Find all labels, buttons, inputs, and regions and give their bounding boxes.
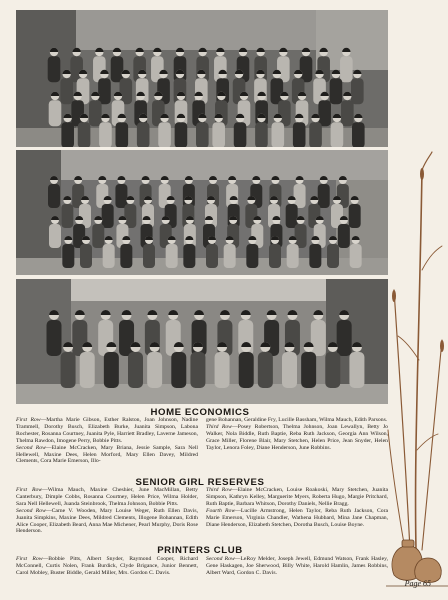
home-economics-caption [16, 417, 388, 465]
row-names: —LeRoy Melder, Joseph Jewell, Edmund Watson, Frank Hasley, Gene Haskagen, Joe Sherwood, Billy White, Harold Hamlin, James Robbins, Albert Ward, Gordon C. Davis. [206, 556, 388, 576]
row-names: —Bobbie Pitts, Albert Snyder, Raymond Cooper, Richard McConnell, Curtis Nolen, Frank Burdick, Clyde Brigance, Junior Bennett, Carol Mobley, Buster Biddle, Gerald Miller, Mrs. Gordon C. Davis. [16, 556, 198, 576]
row-label: Second Row [16, 507, 46, 514]
senior-girl-reserves-caption [16, 487, 388, 535]
senior-girl-reserves-left-column [16, 487, 198, 535]
home-economics-group-photo [16, 10, 388, 147]
senior-girl-reserves-group-photo [16, 150, 388, 275]
row-names: gene Bohannan, Geraldine Fry, Lucille Bassham, Wilma Mauch, Edith Parsons. [206, 417, 388, 423]
home-economics-right-column [206, 417, 388, 465]
page-number: Page 65 [404, 579, 431, 588]
row-label: Second Row [206, 556, 235, 562]
caption-paragraph [16, 445, 198, 466]
row-names: —Martha Marie Gibson, Esther Ralston, Joan Johnson, Nadine Trammell, Dorothy Busch, Elizabeth Burke, Juanita Simpson, Labona Rochester, Rosanna Courtney, Juanita Pyle, Harriett Bradley, Laverne Jameson, Thelma Rawdon, Imogene Perry, Bobbie Pitts. [16, 417, 198, 444]
caption-paragraph [206, 508, 388, 529]
photo-senior-girl-reserves-svg [16, 150, 388, 275]
printers-club-heading: PRINTERS CLUB [157, 545, 243, 556]
home-economics-left-column [16, 417, 198, 465]
row-names: —Elaine McCracken, Louise Roakoski, Mary Stetchen, Juanita Simpson, Kathryn Kelley, Marguerite Myers, Roberta Hugo, Margie Pritchard, Ruth Baptie, Barbara Whitson, Dorothy Daniels, Nellie Bragg. [206, 487, 388, 507]
caption-paragraph [206, 417, 388, 424]
row-names: —Elaine McCracken, Mary Briana, Jessie Sample, Sara Nell Hellewell, Maxine Dees, Helen Morford, Mary Ellen Davey, Mildred Clements, Cora Marie Emerson, Illo- [16, 444, 198, 465]
row-label: Third Row [206, 423, 232, 430]
row-names: —Wilma Mauch, Maxine Cheshier, June MacMillan, Betty Canterbury, Dimple Cobbs, Rosanna Courtney, Helen Price, Wilma Holder, Sara Nell Hellewell, Juanda Steinbrook, Thelma Johnson, Bobbie Pitts. [16, 487, 198, 507]
printers-club-right-column [206, 556, 388, 577]
row-label: Fourth Row [206, 507, 236, 514]
row-label: First Row [16, 417, 41, 423]
row-label: First Row [16, 556, 43, 562]
row-label: Second Row [16, 444, 46, 451]
row-names: —Lucille Armstrong, Helen Taylor, Reba Ruth Jackson, Cora Marie Emerson, Virginia Chandler, Wathena Hubbard, Mina Jane Chapman, Diane Henderson, Elizabeth Stetchen, Dorotha Busch, Louise Boyne. [206, 507, 388, 528]
caption-paragraph [206, 556, 388, 577]
printers-club-caption [16, 556, 388, 577]
home-economics-heading: HOME ECONOMICS [150, 407, 250, 418]
row-names: —Posey Robertson, Thelma Johnson, Joan Lewallyn, Betty Jo Walker, Nola Biddle, Ruth Baptie, Reba Ruth Jackson, Georgia Ann Wilson, Grace Miller, Florene Blair, Mary Stetchen, Helen Price, Jean Snyder, Helen Taylor, Lenora Foley, Diane Henderson, June Robbins. [206, 423, 388, 451]
caption-paragraph [16, 487, 198, 508]
decor-svg [386, 150, 448, 600]
row-label: First Row [16, 487, 43, 493]
caption-paragraph [206, 487, 388, 508]
senior-girl-reserves-right-column [206, 487, 388, 535]
printers-club-group-photo [16, 279, 388, 404]
printers-club-left-column [16, 556, 198, 577]
senior-girl-reserves-heading: SENIOR GIRL RESERVES [135, 477, 265, 488]
caption-paragraph [16, 508, 198, 536]
caption-paragraph [206, 424, 388, 452]
photo-home-economics-svg [16, 10, 388, 147]
caption-paragraph [16, 417, 198, 445]
caption-paragraph [16, 556, 198, 577]
row-label: Third Row [206, 487, 232, 493]
photo-printers-club-svg [16, 279, 388, 404]
reed-and-pottery-illustration [386, 150, 448, 600]
row-names: —Carne V. Wooden, Mary Louise Weger, Ruth Ellen Davis, Juanita Simpkins, Maxine Dees, Mildred Clements, Illogene Bohannan, Edith Alice Cooper, Elizabeth Beard, Anna Mae Michener, Pearl Murphy, Doris Rose Henderson. [16, 507, 198, 535]
